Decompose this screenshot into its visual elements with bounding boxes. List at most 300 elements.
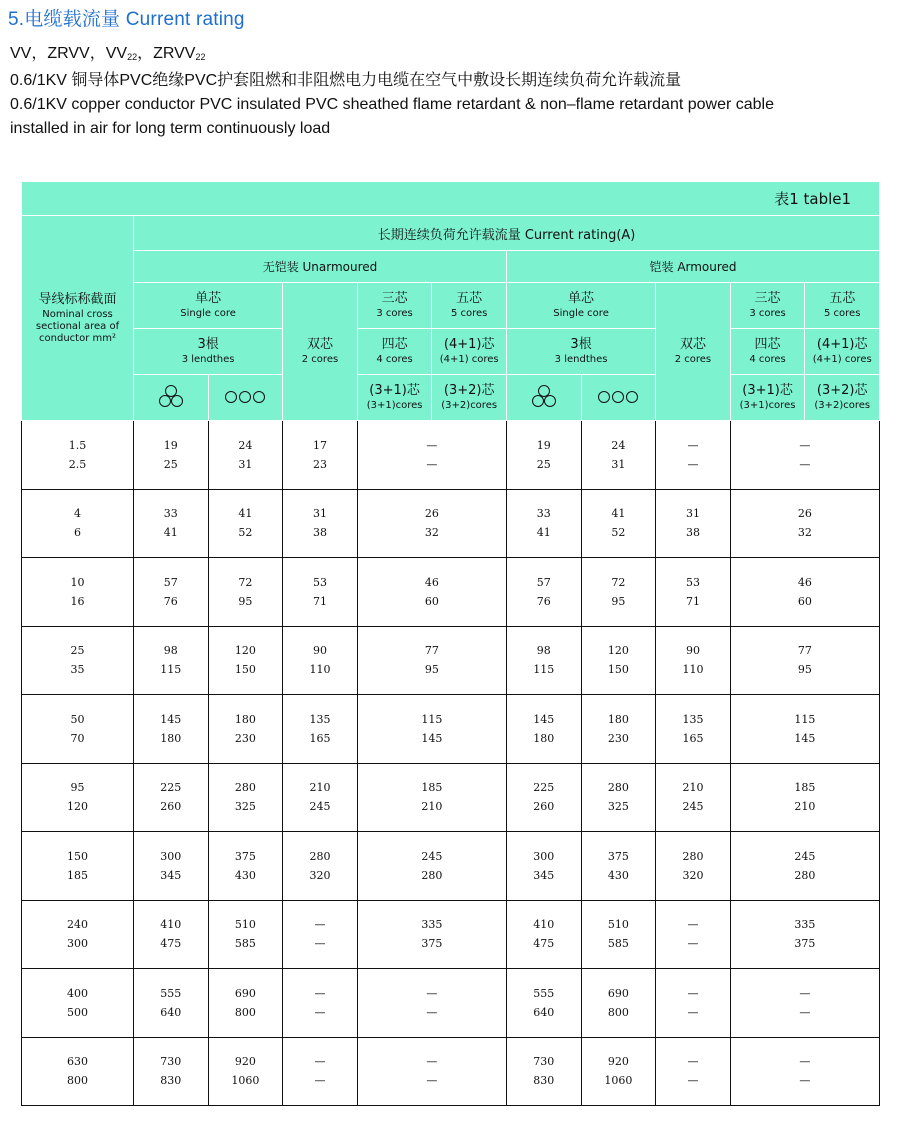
cell-value: 555: [533, 986, 555, 1000]
table-row: [22, 421, 880, 490]
a-two-cores-header: [656, 283, 731, 421]
cell-value: 70: [70, 731, 85, 745]
table-row: [22, 832, 880, 901]
cell-value: 19: [163, 438, 178, 452]
cell-value: 640: [160, 1005, 182, 1019]
u-four-cores-header: [357, 329, 432, 375]
cell-value: —: [426, 1055, 438, 1069]
cell-u-multi: [357, 900, 506, 969]
cell-a-multi: [730, 695, 879, 764]
page-title: 5.电缆载流量 Current rating: [8, 9, 245, 30]
unarmoured-header: 无铠装 Unarmoured: [134, 251, 507, 283]
cell-value: 17: [312, 438, 327, 452]
cell-sec: [22, 763, 134, 832]
table-caption: 表1 table1: [22, 182, 880, 216]
a-three-plus-one-cn: (3+1)芯: [742, 383, 793, 398]
cell-value: 145: [421, 731, 443, 745]
table-row: [22, 900, 880, 969]
cell-a-2: [656, 1037, 731, 1106]
description-cn: 0.6/1KV 铜导体PVC绝缘PVC护套阻燃和非阻燃电力电缆在空气中敷设长期连续负荷允许载流量: [10, 72, 682, 89]
cell-u-multi: [357, 969, 506, 1038]
cell-u-tre: [134, 1037, 209, 1106]
cell-value: 71: [312, 594, 327, 608]
a-three-lengths-en: 3 lendthes: [554, 354, 608, 365]
a-three-cores-en: 3 cores: [749, 308, 786, 319]
cell-value: —: [314, 937, 326, 951]
cell-a-tre: [506, 900, 581, 969]
a-three-plus-one-en: (3+1)cores: [739, 400, 796, 411]
cell-value: —: [314, 918, 326, 932]
u-single-core-cn: 单芯: [195, 291, 222, 306]
cell-value: 510: [234, 918, 256, 932]
cell-value: 375: [794, 937, 816, 951]
cell-u-2: [283, 626, 358, 695]
cell-value: 640: [533, 1005, 555, 1019]
cell-a-tre: [506, 489, 581, 558]
cell-u-2: [283, 969, 358, 1038]
u-four-cores-cn: 四芯: [381, 337, 408, 352]
cell-value: 1.5: [68, 438, 87, 452]
cell-a-tre: [506, 1037, 581, 1106]
cell-u-2: [283, 489, 358, 558]
u-four-cores-en: 4 cores: [376, 354, 413, 365]
cell-value: —: [687, 1005, 699, 1019]
cell-a-tre: [506, 558, 581, 627]
cell-a-multi: [730, 489, 879, 558]
cell-value: 230: [607, 731, 629, 745]
u-three-cores-cn: 三芯: [381, 291, 408, 306]
current-rating-header: 长期连续负荷允许载流量 Current rating(A): [134, 216, 880, 251]
cell-value: 25: [163, 457, 178, 471]
cell-value: 325: [234, 800, 256, 814]
u-three-plus-one-cn: (3+1)芯: [369, 383, 420, 398]
cell-a-2: [656, 969, 731, 1038]
table-header: [22, 182, 880, 421]
cell-a-multi: [730, 558, 879, 627]
cell-value: 475: [533, 937, 555, 951]
a-trefoil-symbol: [506, 375, 581, 421]
cell-value: 33: [163, 507, 178, 521]
a-four-cores-header: [730, 329, 805, 375]
armoured-header: 铠装 Armoured: [506, 251, 879, 283]
cell-sec: [22, 626, 134, 695]
cell-a-2: [656, 489, 731, 558]
cell-value: 830: [533, 1074, 555, 1088]
cell-value: 280: [607, 781, 629, 795]
cell-value: 57: [536, 575, 551, 589]
a-three-plus-two-cn: (3+2)芯: [816, 383, 868, 398]
cell-sec: [22, 832, 134, 901]
cell-a-multi: [730, 1037, 879, 1106]
cell-value: 210: [794, 800, 816, 814]
cell-a-flat: [581, 832, 656, 901]
cell-u-2: [283, 695, 358, 764]
cell-value: 31: [685, 507, 700, 521]
cell-value: 555: [160, 986, 182, 1000]
cell-value: 165: [682, 731, 704, 745]
cell-u-2: [283, 421, 358, 490]
cell-value: 71: [685, 594, 700, 608]
table-row: [22, 558, 880, 627]
cell-value: 260: [533, 800, 555, 814]
a-two-cores-cn: 双芯: [679, 337, 706, 352]
cell-value: —: [687, 1055, 699, 1069]
u-two-cores-cn: 双芯: [306, 337, 333, 352]
cell-u-flat: [208, 558, 283, 627]
cell-value: 98: [163, 644, 178, 658]
cell-value: 4: [74, 507, 81, 521]
a-two-cores-en: 2 cores: [674, 354, 712, 365]
cell-value: 31: [611, 457, 626, 471]
model-a-sub: 22: [127, 52, 138, 62]
cell-value: 800: [607, 1005, 629, 1019]
cell-value: —: [426, 457, 438, 471]
cell-u-flat: [208, 832, 283, 901]
cell-value: 115: [794, 712, 816, 726]
table-row: [22, 969, 880, 1038]
cell-value: 240: [67, 918, 88, 932]
cell-value: 24: [238, 438, 253, 452]
cell-a-multi: [730, 832, 879, 901]
cell-value: 180: [160, 731, 182, 745]
cell-a-flat: [581, 1037, 656, 1106]
cell-sec: [22, 900, 134, 969]
cell-value: 145: [794, 731, 816, 745]
u-four-plus-one-cn: (4+1)芯: [443, 337, 495, 352]
cell-value: —: [314, 1005, 326, 1019]
u-three-plus-two-header: [432, 375, 507, 421]
model-b: ，ZRVV: [137, 45, 196, 62]
cell-u-multi: [357, 489, 506, 558]
cell-value: 120: [607, 644, 629, 658]
cell-value: —: [687, 937, 699, 951]
table-row: [22, 695, 880, 764]
cell-value: 33: [536, 507, 551, 521]
u-five-cores-cn: 五芯: [456, 291, 483, 306]
description-en-line2: installed in air for long term continuously load: [10, 120, 331, 137]
cell-value: 76: [163, 594, 178, 608]
cell-a-multi: [730, 626, 879, 695]
cell-a-flat: [581, 421, 656, 490]
cell-a-tre: [506, 763, 581, 832]
cell-value: —: [687, 457, 699, 471]
u-three-plus-two-cn: (3+2)芯: [443, 383, 495, 398]
cell-value: 245: [309, 800, 331, 814]
cell-sec: [22, 695, 134, 764]
model-a: VV，ZRVV，VV: [10, 45, 128, 62]
cell-u-flat: [208, 626, 283, 695]
cell-a-flat: [581, 969, 656, 1038]
cell-u-tre: [134, 558, 209, 627]
cell-value: 335: [794, 918, 816, 932]
a-three-plus-two-en: (3+2)cores: [814, 400, 871, 411]
section-header-en: Nominal cross sectional area of conductor mm²: [35, 309, 120, 344]
a-three-cores-header: [730, 283, 805, 329]
cell-value: 210: [309, 781, 331, 795]
cell-value: 150: [607, 663, 629, 677]
cell-value: 38: [312, 526, 327, 540]
cell-a-flat: [581, 626, 656, 695]
cell-u-flat: [208, 695, 283, 764]
cell-u-tre: [134, 626, 209, 695]
cell-u-tre: [134, 763, 209, 832]
cell-value: 375: [607, 849, 629, 863]
cell-value: 115: [421, 712, 443, 726]
cell-u-tre: [134, 900, 209, 969]
cable-models: [10, 42, 890, 69]
cell-value: 46: [424, 575, 439, 589]
cell-value: 23: [312, 457, 327, 471]
table-row: [22, 626, 880, 695]
cell-value: 400: [67, 986, 88, 1000]
flat-formation-icon: [224, 388, 266, 407]
cell-value: 800: [67, 1074, 88, 1088]
table-row: [22, 763, 880, 832]
cell-value: 430: [607, 868, 629, 882]
cell-a-2: [656, 558, 731, 627]
cell-value: —: [314, 1074, 326, 1088]
cell-value: —: [799, 457, 811, 471]
cell-value: 180: [533, 731, 555, 745]
cell-value: 320: [309, 868, 331, 882]
cell-value: 225: [160, 781, 182, 795]
cell-a-tre: [506, 969, 581, 1038]
cell-value: 1060: [231, 1074, 260, 1088]
cell-value: —: [426, 438, 438, 452]
cell-value: 800: [234, 1005, 256, 1019]
cell-value: 26: [797, 507, 812, 521]
cell-value: —: [799, 1074, 811, 1088]
cell-value: 52: [611, 526, 626, 540]
cell-value: 60: [797, 594, 812, 608]
cell-value: 72: [238, 575, 253, 589]
model-b-sub: 22: [195, 52, 206, 62]
trefoil-icon: [156, 385, 186, 407]
cell-value: 72: [611, 575, 626, 589]
cell-value: 57: [163, 575, 178, 589]
cell-sec: [22, 421, 134, 490]
u-single-core-header: [134, 283, 283, 329]
cell-value: 60: [424, 594, 439, 608]
cell-value: 110: [682, 663, 704, 677]
cell-value: 325: [607, 800, 629, 814]
u-three-plus-one-en: (3+1)cores: [366, 400, 423, 411]
cell-value: 320: [682, 868, 704, 882]
cell-u-multi: [357, 763, 506, 832]
u-three-plus-two-en: (3+2)cores: [441, 400, 498, 411]
a-flat-symbol: [581, 375, 656, 421]
cell-a-multi: [730, 969, 879, 1038]
cell-value: 77: [424, 644, 439, 658]
cell-value: 135: [309, 712, 331, 726]
cell-value: 500: [67, 1005, 88, 1019]
cell-a-flat: [581, 558, 656, 627]
cell-u-flat: [208, 489, 283, 558]
cell-value: —: [687, 986, 699, 1000]
cell-a-tre: [506, 421, 581, 490]
cell-value: 230: [234, 731, 256, 745]
a-three-lengths-cn: 3根: [570, 337, 592, 352]
cell-value: 475: [160, 937, 182, 951]
a-single-core-header: [506, 283, 655, 329]
a-three-cores-cn: 三芯: [754, 291, 781, 306]
cell-value: 630: [67, 1055, 88, 1069]
cell-value: —: [799, 986, 811, 1000]
cell-value: —: [687, 438, 699, 452]
cell-value: 185: [421, 781, 443, 795]
cell-value: 225: [533, 781, 555, 795]
cell-value: 345: [533, 868, 555, 882]
cell-value: 150: [234, 663, 256, 677]
u-four-plus-one-header: [432, 329, 507, 375]
cell-value: 280: [794, 868, 816, 882]
cell-u-multi: [357, 421, 506, 490]
current-rating-table: [21, 181, 880, 1106]
cell-value: 920: [607, 1055, 629, 1069]
section-header-cn: 导线标称截面: [38, 292, 117, 307]
intro-block: [10, 42, 890, 141]
cell-a-flat: [581, 489, 656, 558]
cell-u-tre: [134, 969, 209, 1038]
cell-u-2: [283, 1037, 358, 1106]
cell-value: 730: [160, 1055, 182, 1069]
cell-value: —: [426, 1005, 438, 1019]
cell-u-multi: [357, 832, 506, 901]
cell-a-tre: [506, 695, 581, 764]
cell-u-tre: [134, 489, 209, 558]
cell-value: 260: [160, 800, 182, 814]
cell-value: —: [426, 986, 438, 1000]
cell-value: 53: [685, 575, 700, 589]
u-three-lengths-en: 3 lendthes: [181, 354, 235, 365]
cell-value: —: [687, 1074, 699, 1088]
cell-value: 585: [607, 937, 629, 951]
cell-value: 690: [607, 986, 629, 1000]
cell-a-2: [656, 900, 731, 969]
cell-value: 135: [682, 712, 704, 726]
cell-value: —: [799, 1005, 811, 1019]
cell-a-flat: [581, 763, 656, 832]
u-three-plus-one-header: [357, 375, 432, 421]
cell-sec: [22, 969, 134, 1038]
cell-value: 115: [533, 663, 555, 677]
cell-u-2: [283, 832, 358, 901]
u-five-cores-header: [432, 283, 507, 329]
cell-value: 410: [160, 918, 182, 932]
a-four-plus-one-cn: (4+1)芯: [816, 337, 868, 352]
description-en-line1: 0.6/1KV copper conductor PVC insulated PVC sheathed flame retardant & non–flame retardant power cable: [10, 96, 775, 113]
cell-value: 150: [67, 849, 88, 863]
cell-u-multi: [357, 695, 506, 764]
a-three-plus-one-header: [730, 375, 805, 421]
cell-a-tre: [506, 832, 581, 901]
cell-u-tre: [134, 695, 209, 764]
cell-a-2: [656, 626, 731, 695]
cell-value: 24: [611, 438, 626, 452]
cell-value: 10: [70, 575, 85, 589]
section-column-header: [22, 216, 134, 421]
cell-value: 98: [536, 644, 551, 658]
cell-value: 245: [421, 849, 443, 863]
cell-value: —: [687, 918, 699, 932]
cell-value: 180: [607, 712, 629, 726]
cell-a-flat: [581, 900, 656, 969]
u-three-lengths-cn: 3根: [197, 337, 219, 352]
cell-value: 32: [797, 526, 812, 540]
a-four-plus-one-en: (4+1) cores: [812, 354, 872, 365]
u-three-cores-header: [357, 283, 432, 329]
cell-u-2: [283, 900, 358, 969]
cell-value: 280: [309, 849, 331, 863]
u-flat-symbol: [208, 375, 283, 421]
cell-value: 345: [160, 868, 182, 882]
cell-a-multi: [730, 421, 879, 490]
cell-value: 210: [682, 781, 704, 795]
cell-a-multi: [730, 763, 879, 832]
cell-value: 41: [238, 507, 253, 521]
cell-value: 50: [70, 712, 85, 726]
cell-u-flat: [208, 421, 283, 490]
trefoil-icon: [529, 385, 559, 407]
cell-a-flat: [581, 695, 656, 764]
cell-value: 115: [160, 663, 182, 677]
cell-value: 145: [533, 712, 555, 726]
cell-value: 2.5: [68, 457, 87, 471]
cell-value: 410: [533, 918, 555, 932]
cell-value: 41: [611, 507, 626, 521]
u-single-core-en: Single core: [180, 308, 236, 319]
cell-value: 430: [234, 868, 256, 882]
u-three-cores-en: 3 cores: [376, 308, 413, 319]
cell-a-tre: [506, 626, 581, 695]
cell-u-multi: [357, 558, 506, 627]
a-three-lengths-header: [506, 329, 655, 375]
cell-a-multi: [730, 900, 879, 969]
a-four-cores-en: 4 cores: [749, 354, 786, 365]
cell-value: 41: [536, 526, 551, 540]
a-three-plus-two-header: [805, 375, 880, 421]
cell-value: 25: [70, 644, 85, 658]
cell-value: 510: [607, 918, 629, 932]
u-four-plus-one-en: (4+1) cores: [439, 354, 499, 365]
cell-value: —: [426, 1074, 438, 1088]
a-four-plus-one-header: [805, 329, 880, 375]
cell-value: 19: [536, 438, 551, 452]
cell-value: 110: [309, 663, 331, 677]
cell-u-tre: [134, 832, 209, 901]
cell-a-2: [656, 421, 731, 490]
cell-value: 245: [794, 849, 816, 863]
cell-value: 41: [163, 526, 178, 540]
cell-value: —: [799, 1055, 811, 1069]
cell-a-2: [656, 763, 731, 832]
cell-value: 31: [312, 507, 327, 521]
cell-value: —: [799, 438, 811, 452]
u-two-cores-en: 2 cores: [301, 354, 339, 365]
cell-value: 46: [797, 575, 812, 589]
cell-sec: [22, 1037, 134, 1106]
table-row: [22, 489, 880, 558]
cell-value: 920: [234, 1055, 256, 1069]
cell-value: —: [314, 1055, 326, 1069]
flat-formation-icon: [597, 388, 639, 407]
a-single-core-cn: 单芯: [568, 291, 595, 306]
u-two-cores-header: [283, 283, 358, 421]
cell-value: 6: [74, 526, 81, 540]
cell-value: 245: [682, 800, 704, 814]
cell-value: 77: [797, 644, 812, 658]
cell-u-multi: [357, 626, 506, 695]
